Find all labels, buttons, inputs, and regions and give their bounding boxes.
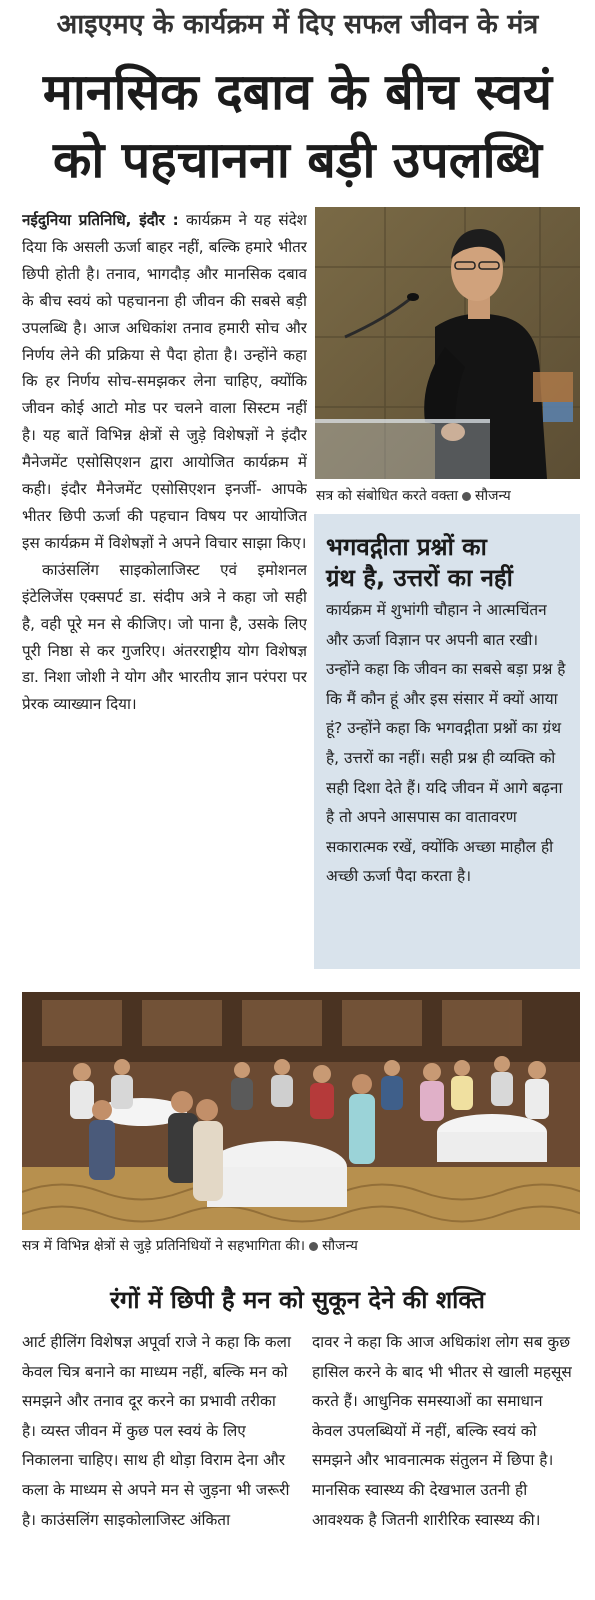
bullet-dot-icon (462, 492, 471, 501)
kicker: आइएमए के कार्यक्रम में दिए सफल जीवन के मंत्र (56, 9, 539, 40)
article-paragraph-1: कार्यक्रम ने यह संदेश दिया कि असली ऊर्जा बाहर नहीं, बल्कि हमारे भीतर छिपी होती है। तनाव, भागदौड़ और मानसिक दबाव के बीच स्वयं को पहचानना ही जीवन की सबसे बड़ी उपलब्धि है। आज अधिकांश तनाव हमारी सोच और निर्णय लेने की प्रक्रिया से पैदा होता है। उन्होंने कहा कि हर निर्णय सोच-समझकर लेना चाहिए, क्योंकि जीवन कोई आटो मोड पर चलने वाला सिस्टम नहीं है। यह बातें विभिन्न क्षेत्रों से जुड़े विशेषज्ञों ने इंदौर मैनेजमेंट एसोसिएशन द्वारा आयोजित कार्यक्रम में कही। इंदौर मैनेजमेंट एसोसिएशन इनर्जी- आपके भीतर छिपी ऊर्जा की पहचान विषय पर आयोजित इस कार्यक्रम में विशेषज्ञों ने अपने विचार साझा किए। (22, 211, 307, 552)
photo2-caption (22, 1236, 358, 1255)
article-paragraph-2: काउंसलिंग साइकोलाजिस्ट एवं इमोशनल इंटेलिजेंस एक्सपर्ट डा. संदीप अत्रे ने कहा जो सही है, वही पूरे मन से कीजिए। जो पाना है, उसके लिए पूरी निष्ठा से कर गुजरिए। अंतरराष्ट्रीय योग विशेषज्ञ डा. निशा जोशी ने योग और भारतीय ज्ञान परंपरा पर प्रेरक व्याख्यान दिया। (22, 560, 307, 714)
headline-line-2: को पहचानना बड़ी उपलब्धि (52, 131, 543, 189)
speaker-illustration (315, 207, 580, 479)
headline-line-1: मानसिक दबाव के बीच स्वयं (42, 63, 553, 121)
photo1-caption-text: सत्र को संबोधित करते वक्ता (316, 488, 459, 504)
section2-column-1: आर्ट हीलिंग विशेषज्ञ अपूर्वा राजे ने कहा कि कला केवल चित्र बनाने का माध्यम नहीं, बल्कि मन को समझने और तनाव दूर करने का प्रभावी तरीका है। व्यस्त जीवन में कुछ पल स्वयं के लिए निकालना चाहिए। साथ ही थोड़ा विराम देना और कला के माध्यम से अपने मन से जुड़ना भी जरूरी है। काउंसलिंग साइकोलाजिस्ट अंकिता (22, 1333, 291, 1529)
audience-illustration (22, 992, 580, 1230)
sidebar-title-line-2: ग्रंथ है, उत्तरों का नहीं (326, 564, 513, 592)
photo1-credit: सौजन्य (475, 488, 511, 504)
dateline: नईदुनिया प्रतिनिधि, इंदौर : (22, 211, 179, 229)
photo2-caption-text: सत्र में विभिन्न क्षेत्रों से जुड़े प्रतिनिधियों ने सहभागिता की। (22, 1238, 306, 1254)
photo2-credit: सौजन्य (322, 1238, 358, 1254)
bullet-dot-icon (309, 1242, 318, 1251)
audience-photo (22, 992, 580, 1230)
sidebar-box (314, 514, 580, 969)
section2-title: रंगों में छिपी है मन को सुकून देने की शक्ति (110, 1286, 485, 1314)
article-body (22, 207, 307, 975)
sidebar-title-line-1: भगवद्गीता प्रश्नों का (326, 533, 487, 561)
sidebar-body: कार्यक्रम में शुभांगी चौहान ने आत्मचिंतन और ऊर्जा विज्ञान पर अपनी बात रखी। उन्होंने कहा कि जीवन का सबसे बड़ा प्रश्न है कि मैं कौन हूं और इस संसार में क्यों आया हूं? उन्होंने कहा कि भगवद्गीता प्रश्नों का ग्रंथ है, उत्तरों का नहीं। सही प्रश्न ही व्यक्ति को सही दिशा देते हैं। यदि जीवन में आगे बढ़ना है तो अपने आसपास का वातावरण सकारात्मक रखें, क्योंकि अच्छा माहौल ही अच्छी ऊर्जा पैदा करता है। (326, 601, 566, 886)
speaker-photo (315, 207, 580, 479)
section2-column-2: दावर ने कहा कि आज अधिकांश लोग सब कुछ हासिल करने के बाद भी भीतर से खाली महसूस करते हैं। आधुनिक समस्याओं का समाधान केवल उपलब्धियों में नहीं, बल्कि स्वयं को समझने और भावनात्मक संतुलन में छिपा है। मानसिक स्वास्थ्य की देखभाल उतनी ही आवश्यक है जितनी शारीरिक स्वास्थ्य की। (312, 1333, 572, 1529)
photo1-caption (316, 486, 511, 505)
